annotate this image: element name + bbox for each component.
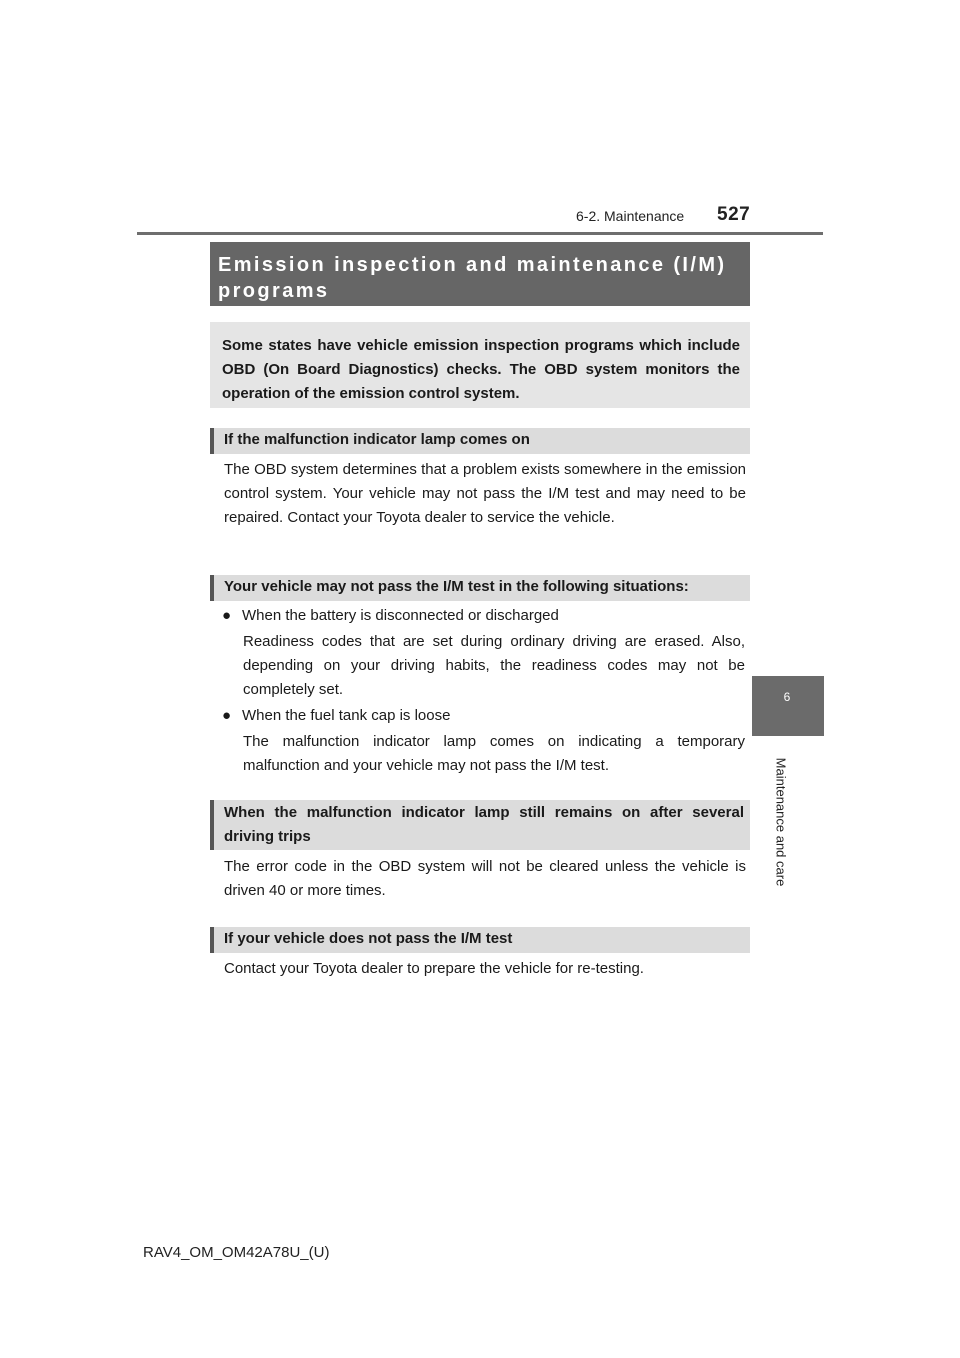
bullet-text: Readiness codes that are set during ordinary driving are erased. Also, depending on your driving habits, the readiness codes may not be completely set. (243, 633, 745, 698)
running-header-section: 6-2. Maintenance (576, 208, 685, 224)
intro-text: Some states have vehicle emission inspection programs which include OBD (On Board Diagnostics) checks. The OBD system monitors the operation of the emission control system. (222, 337, 740, 402)
document-code: RAV4_OM_OM42A78U_(U) (143, 1244, 330, 1261)
bullet-item (222, 604, 559, 628)
header-rule (137, 232, 823, 235)
bullet-item (222, 704, 450, 728)
page-number: 527 (717, 204, 751, 225)
section-heading-not-pass-situations: Your vehicle may not pass the I/M test in the following situations: (210, 575, 750, 601)
intro-box (210, 322, 750, 408)
section-body-does-not-pass: Contact your Toyota dealer to prepare the vehicle for re-testing. (224, 960, 644, 977)
bullet-icon: ● (222, 707, 232, 724)
chapter-number: 6 (783, 690, 791, 704)
bullet-icon: ● (222, 607, 232, 624)
section-body-lamp-remains-on: The error code in the OBD system will not be cleared unless the vehicle is driven 40 or more times. (224, 858, 746, 899)
bullet-title: When the fuel tank cap is loose (242, 707, 451, 724)
bullet-text: The malfunction indicator lamp comes on indicating a temporary malfunction and your vehicle may not pass the I/M test. (243, 733, 745, 774)
section-body-malfunction-lamp: The OBD system determines that a problem exists somewhere in the emission control system. Your vehicle may not pass the I/M test and may need to be repaired. Contact your Toyota dealer to service the vehicle. (224, 461, 746, 526)
section-heading-malfunction-lamp: If the malfunction indicator lamp comes on (210, 428, 750, 454)
section-heading-does-not-pass: If your vehicle does not pass the I/M test (210, 927, 750, 953)
section-heading-lamp-remains-on: When the malfunction indicator lamp still remains on after several driving trips (210, 800, 750, 850)
chapter-label: Maintenance and care (773, 757, 789, 887)
page-title-box (210, 242, 750, 306)
chapter-tab (752, 676, 824, 736)
bullet-title: When the battery is disconnected or discharged (242, 607, 559, 624)
page-title: Emission inspection and maintenance (I/M) programs (218, 254, 727, 302)
